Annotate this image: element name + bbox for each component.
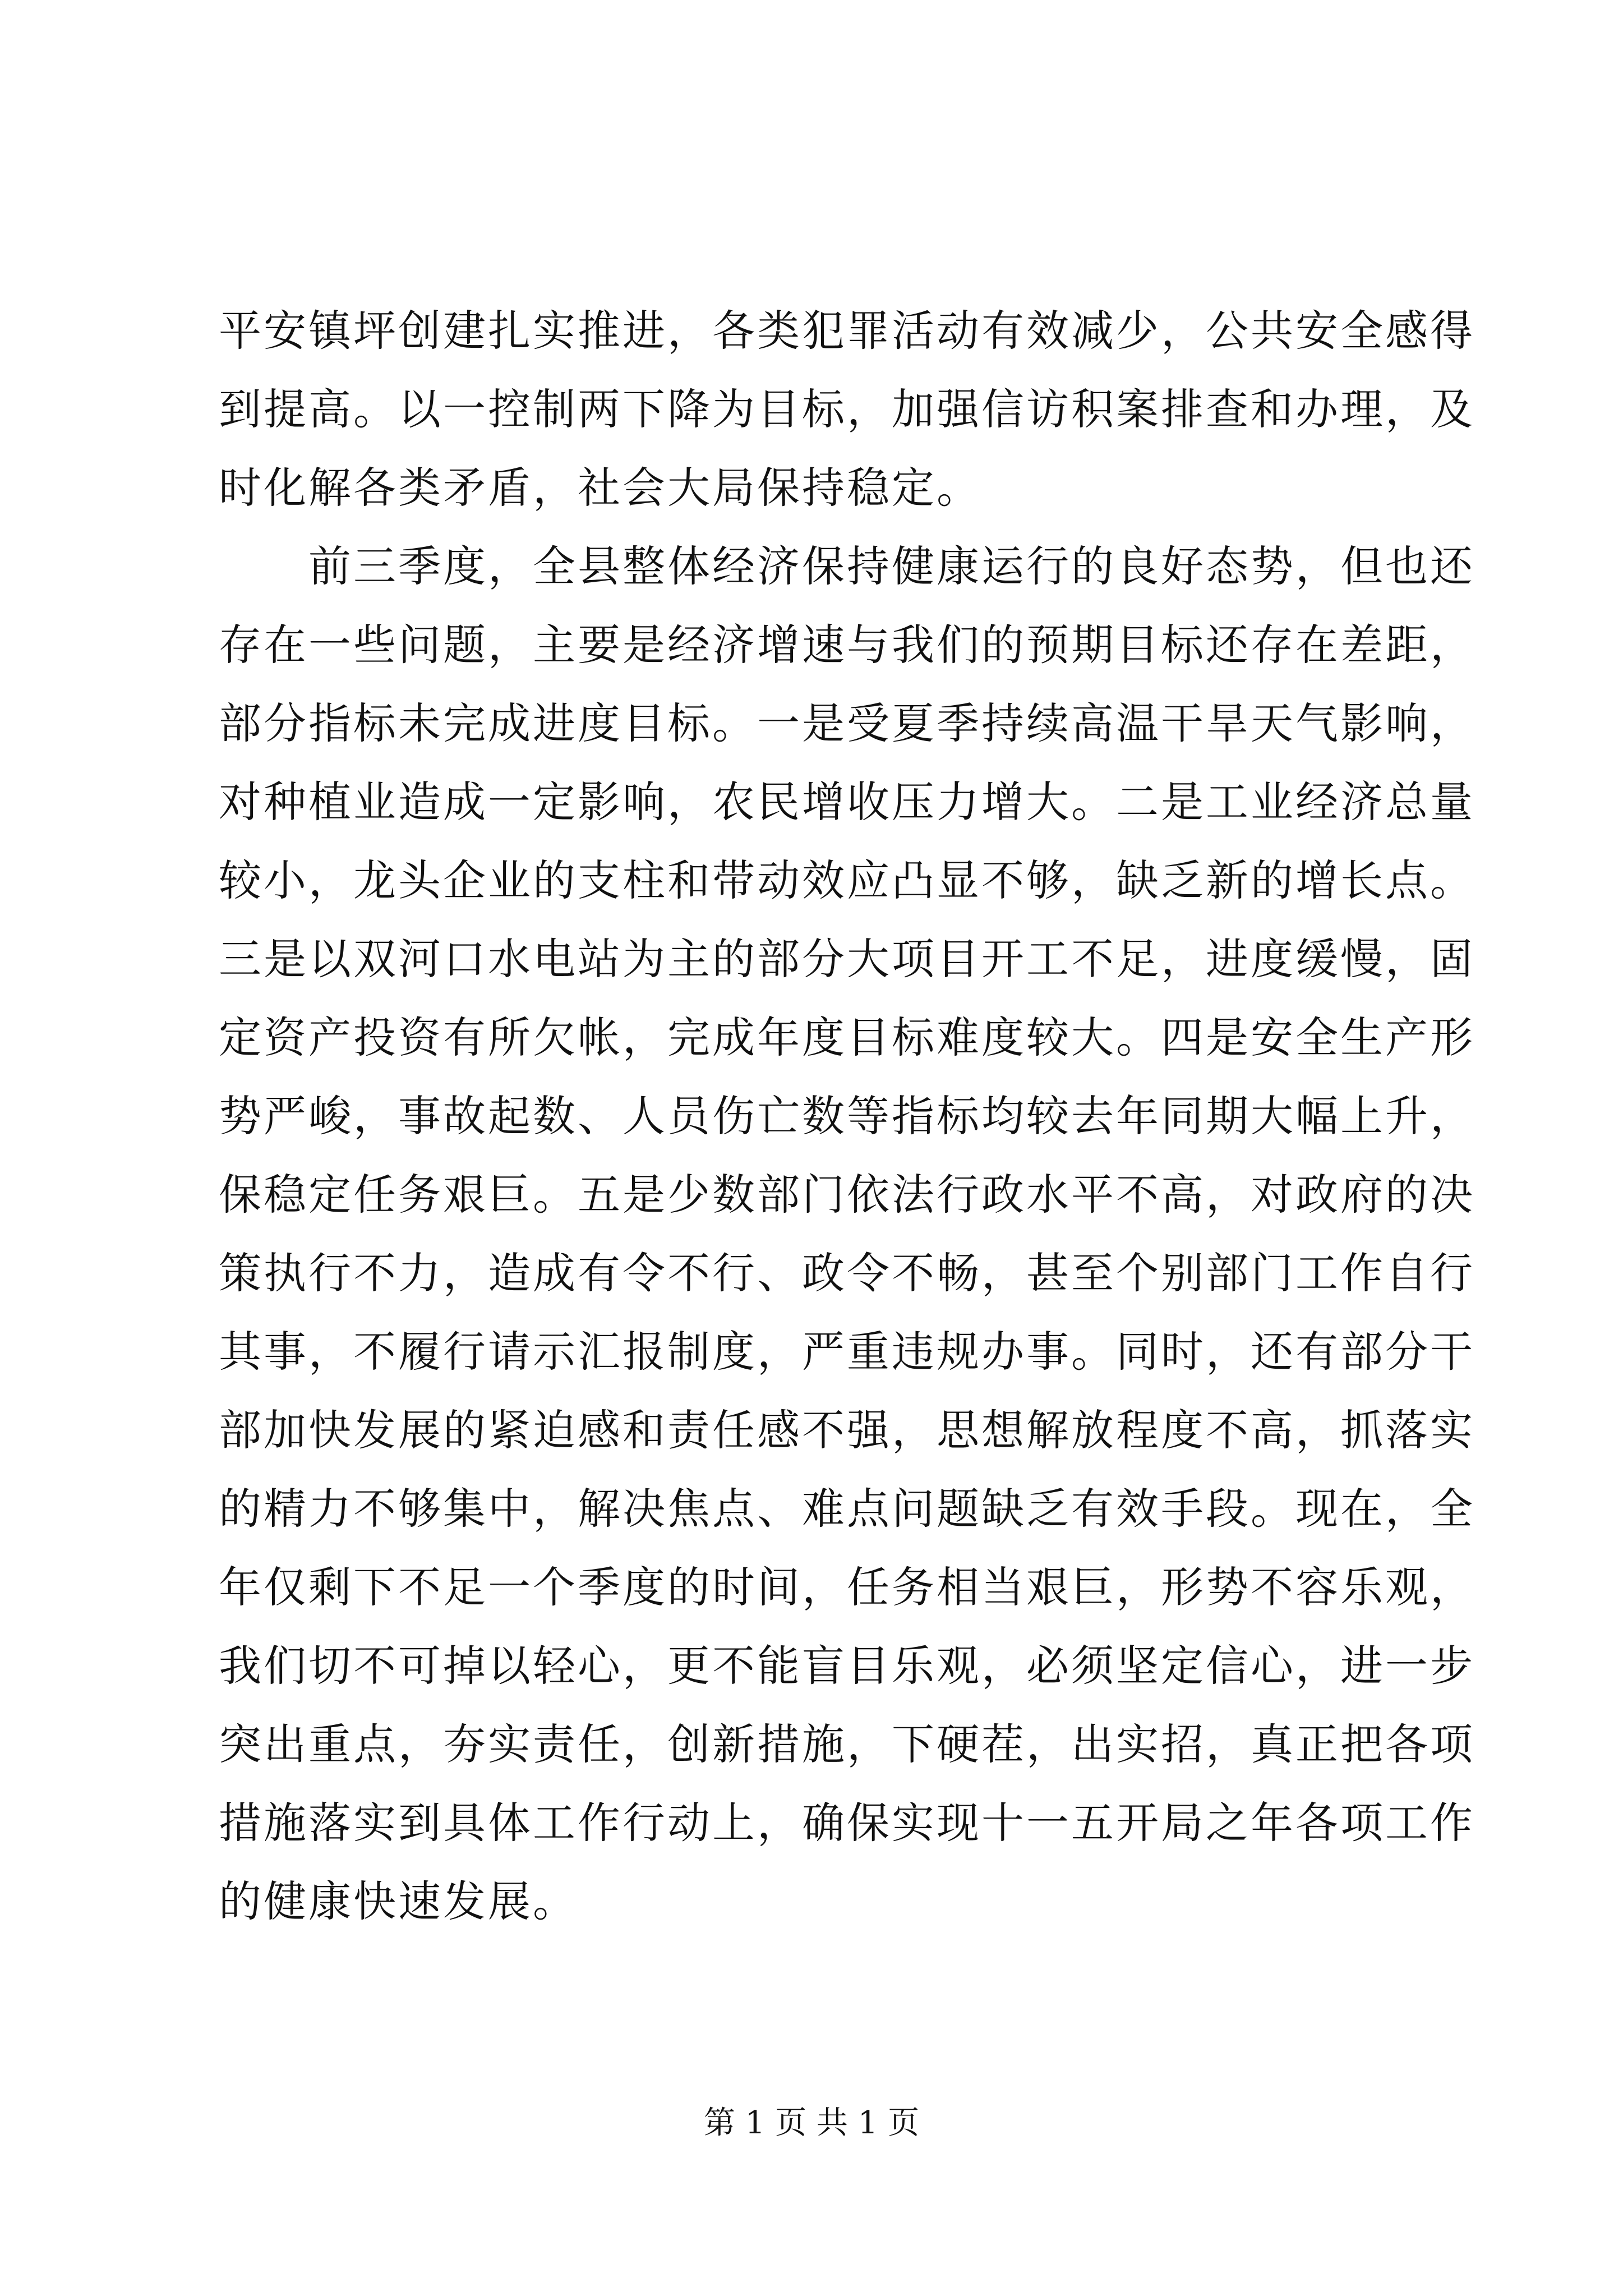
text-line: 突出重点，夯实责任，创新措施，下硬茬，出实招，真正把各项 <box>219 1719 1475 1769</box>
text-line: 对种植业造成一定影响，农民增收压力增大。二是工业经济总量 <box>219 777 1475 827</box>
text-line: 我们切不可掉以轻心，更不能盲目乐观，必须坚定信心，进一步 <box>219 1641 1475 1691</box>
text-line: 措施落实到具体工作行动上，确保实现十一五开局之年各项工作 <box>219 1798 1475 1848</box>
text-line: 保稳定任务艰巨。五是少数部门依法行政水平不高，对政府的决 <box>219 1170 1475 1220</box>
text-line: 到提高。以一控制两下降为目标，加强信访积案排查和办理，及 <box>219 384 1475 434</box>
text-line: 存在一些问题，主要是经济增速与我们的预期目标还存在差距， <box>219 620 1475 670</box>
text-line: 策执行不力，造成有令不行、政令不畅，甚至个别部门工作自行 <box>219 1248 1475 1298</box>
text-line: 时化解各类矛盾，社会大局保持稳定。 <box>219 463 981 513</box>
text-line: 前三季度，全县整体经济保持健康运行的良好态势，但也还 <box>219 541 1475 591</box>
text-line: 平安镇坪创建扎实推进，各类犯罪活动有效减少，公共安全感得 <box>219 306 1475 356</box>
text-line: 年仅剩下不足一个季度的时间，任务相当艰巨，形势不容乐观， <box>219 1562 1475 1612</box>
text-line: 的精力不够集中，解决焦点、难点问题缺乏有效手段。现在，全 <box>219 1484 1475 1534</box>
page-number-footer: 第 1 页 共 1 页 <box>703 2105 920 2141</box>
body-text <box>219 292 1475 1941</box>
text-line: 其事，不履行请示汇报制度，严重违规办事。同时，还有部分干 <box>219 1327 1475 1377</box>
text-line: 部分指标未完成进度目标。一是受夏季持续高温干旱天气影响， <box>219 698 1475 748</box>
text-line: 的健康快速发展。 <box>219 1876 578 1926</box>
text-line: 三是以双河口水电站为主的部分大项目开工不足，进度缓慢，固 <box>219 934 1475 984</box>
text-line: 定资产投资有所欠帐，完成年度目标难度较大。四是安全生产形 <box>219 1013 1475 1062</box>
text-line: 势严峻，事故起数、人员伤亡数等指标均较去年同期大幅上升， <box>219 1091 1475 1141</box>
text-line: 部加快发展的紧迫感和责任感不强，思想解放程度不高，抓落实 <box>219 1405 1475 1455</box>
text-line: 较小，龙头企业的支柱和带动效应凸显不够，缺乏新的增长点。 <box>219 855 1475 905</box>
